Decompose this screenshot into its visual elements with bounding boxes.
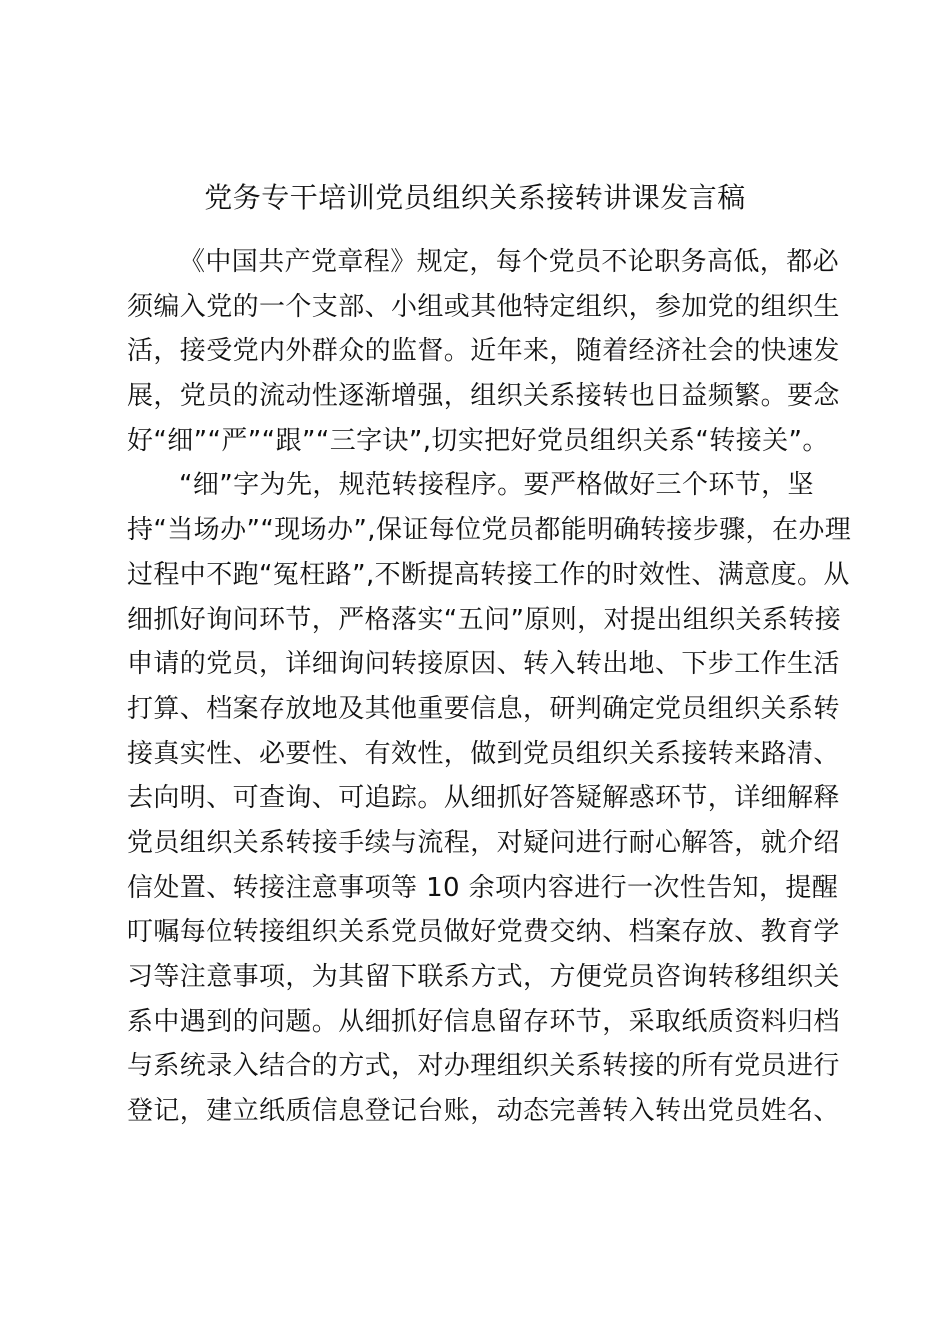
paragraph-line: 须编入党的一个支部、小组或其他特定组织，参加党的组织生 (127, 291, 840, 322)
paragraph-line: 活，接受党内外群众的监督。近年来，随着经济社会的快速发 (127, 336, 840, 367)
paragraph-line: 好“细”“严”“跟”“三字诀”,切实把好党员组织关系“转接关”。 (127, 425, 829, 456)
paragraph-line: 展，党员的流动性逐渐增强，组织关系接转也日益频繁。要念 (127, 381, 840, 412)
paragraph-line: 打算、档案存放地及其他重要信息，研判确定党员组织关系转 (127, 693, 840, 724)
document-body (127, 240, 852, 1134)
paragraph-line: 信处置、转接注意事项等 10 余项内容进行一次性告知，提醒 (127, 872, 839, 903)
paragraph-line: 过程中不跑“冤枉路”,不断提高转接工作的时效性、满意度。从 (127, 559, 850, 590)
paragraph-line: 持“当场办”“现场办”,保证每位党员都能明确转接步骤，在办理 (127, 515, 852, 546)
paragraph-line: “细”字为先，规范转接程序。要严格做好三个环节，坚 (179, 470, 814, 501)
document-title: 党务专干培训党员组织关系接转讲课发言稿 (204, 181, 746, 214)
paragraph-line: 《中国共产党章程》规定，每个党员不论职务高低，都必 (179, 247, 840, 277)
paragraph-line: 党员组织关系转接手续与流程，对疑问进行耐心解答，就介绍 (127, 827, 840, 858)
paragraph-line: 去向明、可查询、可追踪。从细抓好答疑解惑环节，详细解释 (127, 783, 840, 814)
paragraph-line: 细抓好询问环节，严格落实“五问”原则，对提出组织关系转接 (127, 604, 842, 635)
paragraph-line: 申请的党员，详细询问转接原因、转入转出地、下步工作生活 (127, 649, 840, 680)
paragraph-line: 叮嘱每位转接组织关系党员做好党费交纳、档案存放、教育学 (127, 917, 840, 948)
paragraph-line: 登记，建立纸质信息登记台账，动态完善转入转出党员姓名、 (127, 1096, 840, 1127)
paragraph-line: 与系统录入结合的方式，对办理组织关系转接的所有党员进行 (127, 1051, 840, 1082)
paragraph-line: 系中遇到的问题。从细抓好信息留存环节，采取纸质资料归档 (127, 1006, 840, 1037)
paragraph-line: 接真实性、必要性、有效性，做到党员组织关系接转来路清、 (127, 738, 840, 769)
paragraph-line: 习等注意事项，为其留下联系方式，方便党员咨询转移组织关 (127, 962, 840, 992)
